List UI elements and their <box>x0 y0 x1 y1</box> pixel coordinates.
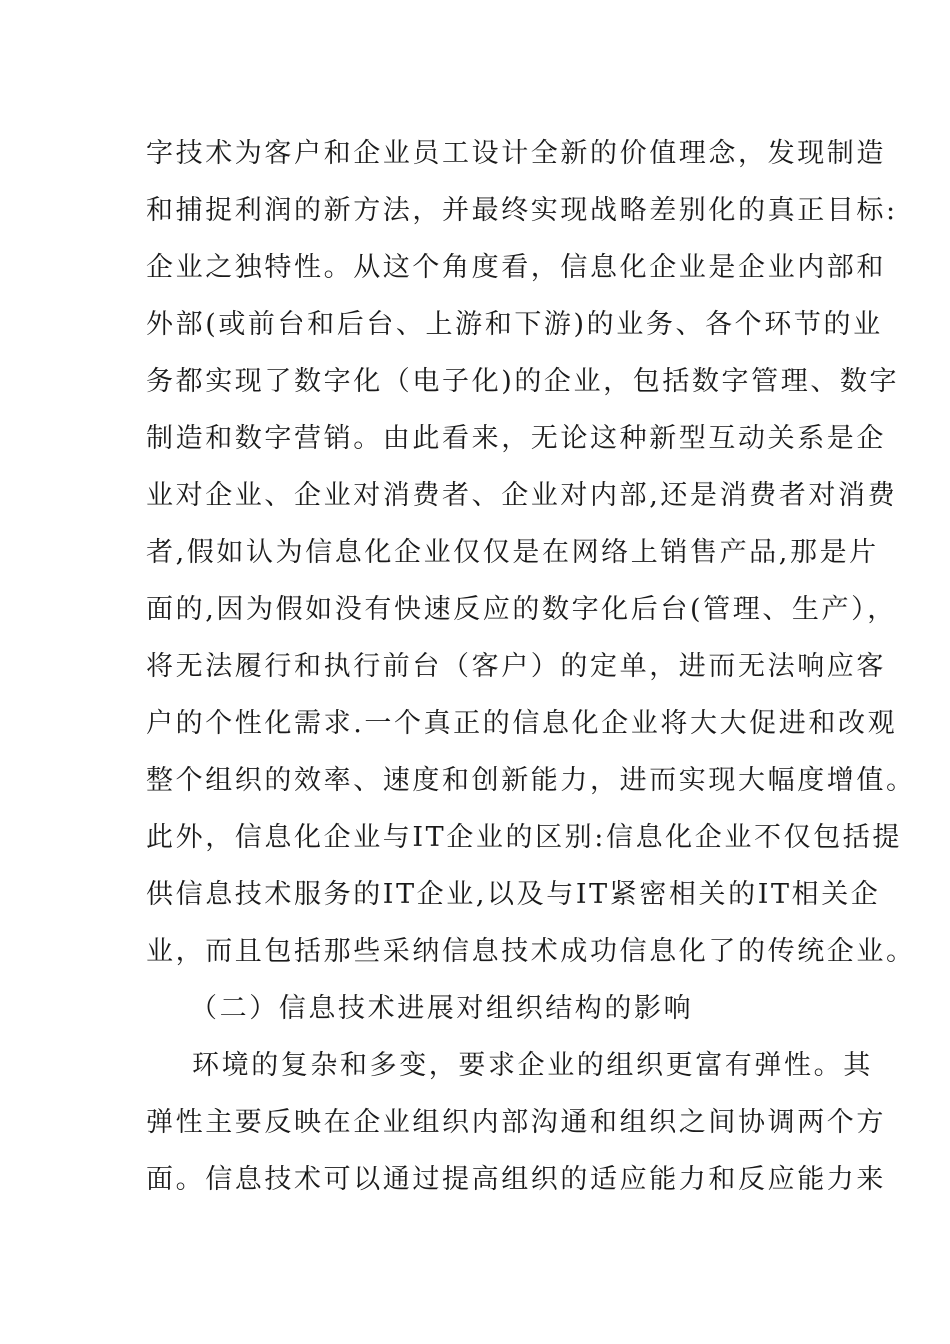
body-text-line: 字技术为客户和企业员工设计全新的价值理念，发现制造 <box>146 138 886 169</box>
body-text-line: 供信息技术服务的IT企业,以及与IT紧密相关的IT相关企 <box>146 879 881 910</box>
body-text-line: 者,假如认为信息化企业仅仅是在网络上销售产品,那是片 <box>146 537 879 568</box>
body-text-line: 制造和数字营销。由此看来，无论这种新型互动关系是企 <box>146 423 886 454</box>
body-text-line: 户的个性化需求.一个真正的信息化企业将大大促进和改观 <box>146 708 898 739</box>
body-text-line: 企业之独特性。从这个角度看，信息化企业是企业内部和 <box>146 252 886 283</box>
body-text-line: 环境的复杂和多变，要求企业的组织更富有弹性。其 <box>192 1050 873 1081</box>
body-text-line: 业对企业、企业对消费者、企业对内部,还是消费者对消费 <box>146 480 898 511</box>
section-heading: （二）信息技术进展对组织结构的影响 <box>190 993 694 1024</box>
body-text-line: 整个组织的效率、速度和创新能力，进而实现大幅度增值。 <box>146 765 916 796</box>
body-text-line: 此外，信息化企业与IT企业的区别:信息化企业不仅包括提 <box>146 822 902 853</box>
body-text-line: 面的,因为假如没有快速反应的数字化后台(管理、生产）， <box>146 594 897 625</box>
body-text-line: 外部(或前台和后台、上游和下游)的业务、各个环节的业 <box>146 309 883 340</box>
body-text-line: 务都实现了数字化（电子化)的企业，包括数字管理、数字 <box>146 366 900 397</box>
body-text-line: 业，而且包括那些采纳信息技术成功信息化了的传统企业。 <box>146 936 916 967</box>
body-text-line: 将无法履行和执行前台（客户）的定单，进而无法响应客 <box>146 651 886 682</box>
body-text-line: 弹性主要反映在企业组织内部沟通和组织之间协调两个方 <box>146 1107 886 1138</box>
body-text-line: 和捕捉利润的新方法，并最终实现战略差别化的真正目标: <box>146 195 898 226</box>
body-text-line: 面。信息技术可以通过提高组织的适应能力和反应能力来 <box>146 1164 886 1195</box>
